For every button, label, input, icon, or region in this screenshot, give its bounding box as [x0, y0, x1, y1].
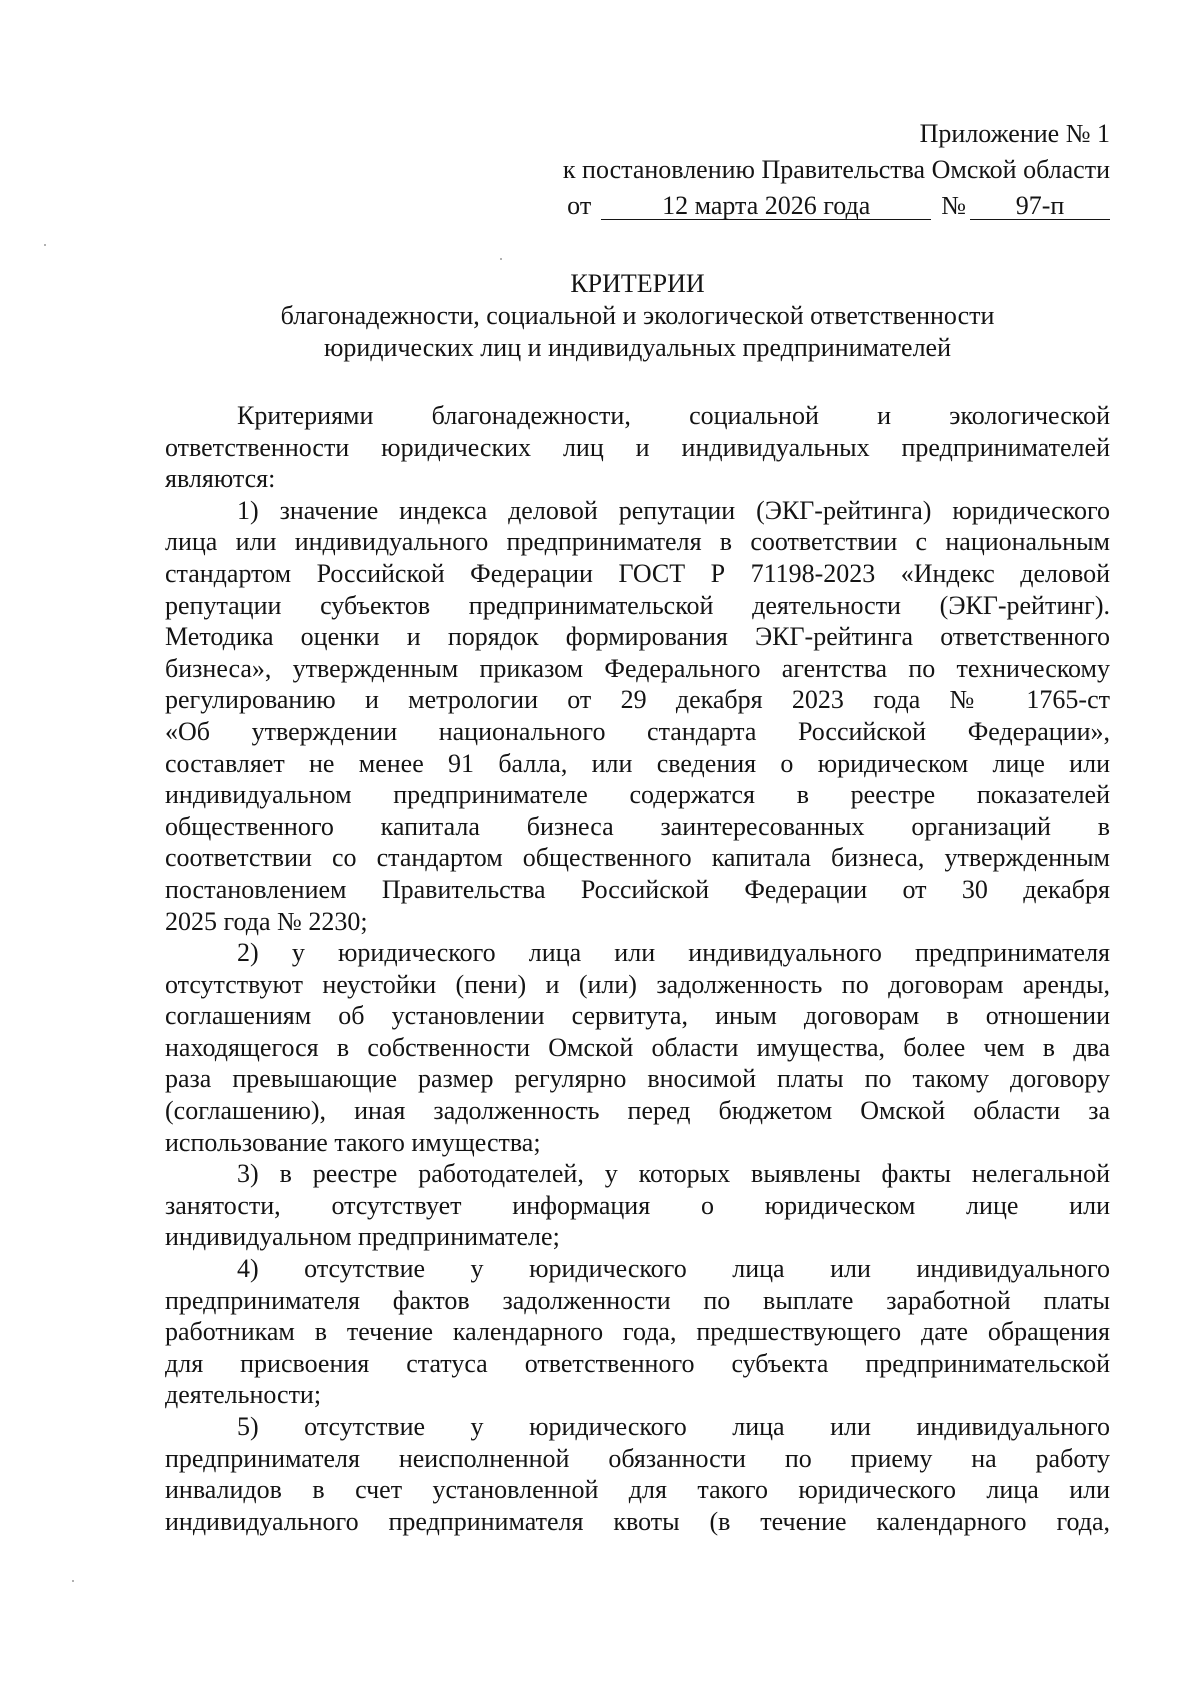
body-line: (соглашению), иная задолженность перед бюджетом Омской области за: [165, 1096, 1110, 1126]
number-sign: №: [941, 191, 966, 220]
body-line: постановлением Правительства Российской Федерации от 30 декабря: [165, 874, 1110, 904]
body-line: 4) отсутствие у юридического лица или индивидуального: [237, 1254, 1110, 1284]
document-title: [165, 268, 1110, 364]
appendix-header: [500, 116, 1110, 224]
body-line: общественного капитала бизнеса заинтересованных организаций в: [165, 811, 1110, 841]
body-line: 2025 года № 2230;: [165, 906, 368, 936]
body-line: регулированию и метрологии от 29 декабря 2023 года № 1765-ст: [165, 685, 1110, 715]
body-line: являются:: [165, 464, 276, 494]
body-line: бизнеса», утвержденным приказом Федерального агентства по техническому: [165, 653, 1110, 683]
body-line: Критериями благонадежности, социальной и экологической: [237, 401, 1110, 430]
scan-speck: [500, 258, 502, 260]
body-line: деятельности;: [165, 1380, 322, 1410]
body-line: лица или индивидуального предпринимателя в соответствии с национальным: [165, 527, 1110, 557]
body-line: отсутствуют неустойки (пени) и (или) задолженность по договорам аренды,: [165, 969, 1110, 999]
body-line: индивидуальном предпринимателе;: [165, 1222, 560, 1252]
resolution-number: 97-п: [970, 193, 1110, 220]
body-line: инвалидов в счет установленной для такого юридического лица или: [165, 1475, 1110, 1505]
appendix-number: Приложение № 1: [919, 119, 1110, 148]
body-line: индивидуальном предпринимателе содержатся в реестре показателей: [165, 780, 1110, 810]
date-prefix: от: [567, 191, 592, 220]
body-line: Методика оценки и порядок формирования ЭКГ-рейтинга ответственного: [165, 622, 1110, 652]
resolution-reference: к постановлению Правительства Омской области: [562, 155, 1110, 184]
body-line: использование такого имущества;: [165, 1127, 541, 1157]
body-line: стандартом Российской Федерации ГОСТ Р 71198-2023 «Индекс деловой: [165, 558, 1110, 588]
body-line: для присвоения статуса ответственного субъекта предпринимательской: [165, 1348, 1110, 1378]
body-line: 5) отсутствие у юридического лица или индивидуального: [237, 1412, 1110, 1441]
body-line: ответственности юридических лиц и индивидуальных предпринимателей: [165, 432, 1110, 462]
body-line: предпринимателя фактов задолженности по выплате заработной платы: [165, 1285, 1110, 1315]
body-line: «Об утверждении национального стандарта Российской Федерации»,: [165, 716, 1110, 746]
resolution-date-line: [500, 188, 1110, 224]
body-line: составляет не менее 91 балла, или сведения о юридическом лице или: [165, 748, 1110, 778]
body-line: находящегося в собственности Омской области имущества, более чем в два: [165, 1032, 1110, 1062]
body-line: репутации субъектов предпринимательской деятельности (ЭКГ-рейтинг).: [165, 590, 1110, 620]
body-line: 3) в реестре работодателей, у которых выявлены факты нелегальной: [237, 1159, 1110, 1189]
body-line: работникам в течение календарного года, предшествующего дате обращения: [165, 1317, 1110, 1347]
scan-speck: [44, 244, 46, 246]
body-line: предпринимателя неисполненной обязанности по приему на работу: [165, 1443, 1110, 1473]
body-line: соглашениям об установлении сервитута, иным договорам в отношении: [165, 1001, 1110, 1031]
body-line: соответствии со стандартом общественного капитала бизнеса, утвержденным: [165, 843, 1110, 873]
body-line: раза превышающие размер регулярно вносимой платы по такому договору: [165, 1064, 1110, 1094]
title-subtitle-line-1: благонадежности, социальной и экологической ответственности: [280, 301, 995, 330]
body-line: индивидуального предпринимателя квоты (в течение календарного года,: [165, 1506, 1110, 1536]
resolution-date: 12 марта 2026 года: [601, 193, 931, 220]
body-line: 2) у юридического лица или индивидуального предпринимателя: [237, 938, 1110, 968]
title-heading: КРИТЕРИИ: [570, 269, 705, 298]
document-body: [165, 400, 1110, 1537]
scan-speck: [72, 1580, 74, 1582]
body-line: 1) значение индекса деловой репутации (ЭКГ-рейтинга) юридического: [237, 495, 1110, 525]
title-subtitle-line-2: юридических лиц и индивидуальных предпринимателей: [323, 333, 952, 362]
body-line: занятости, отсутствует информация о юридическом лице или: [165, 1190, 1110, 1220]
